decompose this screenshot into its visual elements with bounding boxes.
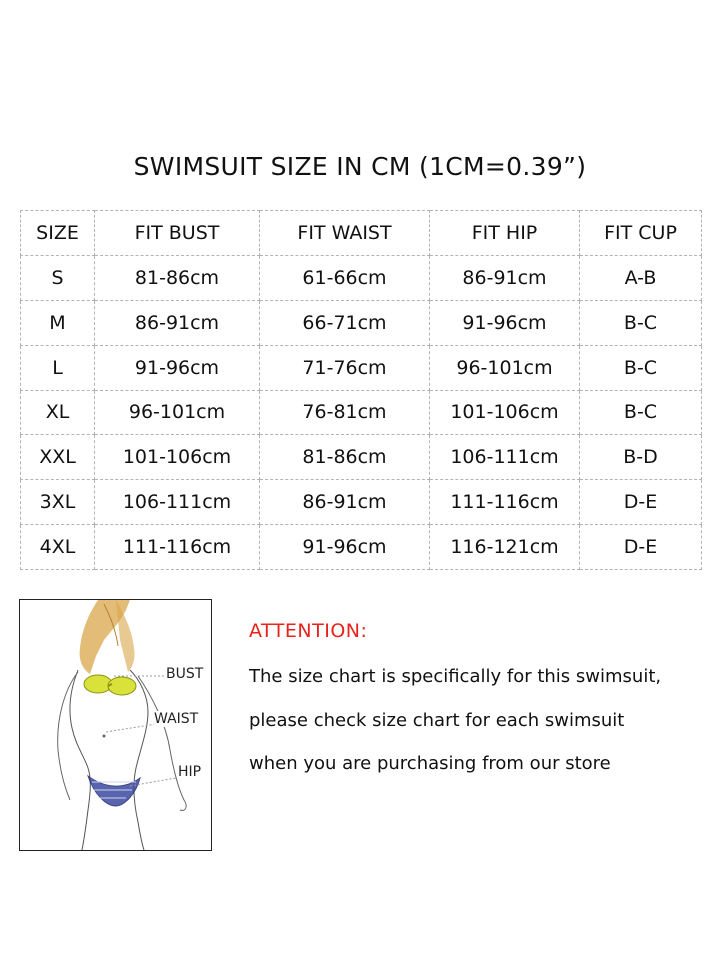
- table-cell: 111-116cm: [95, 525, 260, 570]
- table-cell: 86-91cm: [430, 255, 580, 300]
- table-cell: B-C: [580, 300, 702, 345]
- table-cell: 106-111cm: [430, 435, 580, 480]
- table-cell: 91-96cm: [95, 345, 260, 390]
- table-cell: 3XL: [21, 480, 95, 525]
- measurement-illustration: [19, 599, 212, 851]
- table-header-row: [21, 211, 702, 256]
- table-cell: 71-76cm: [260, 345, 430, 390]
- table-row: [21, 525, 702, 570]
- hip-label: HIP: [178, 764, 202, 780]
- table-cell: 81-86cm: [260, 435, 430, 480]
- table-cell: 86-91cm: [95, 300, 260, 345]
- table-cell: 91-96cm: [260, 525, 430, 570]
- table-cell: 81-86cm: [95, 255, 260, 300]
- table-cell: 76-81cm: [260, 390, 430, 435]
- size-chart-table: [20, 210, 702, 570]
- waist-label: WAIST: [154, 711, 199, 727]
- table-row: [21, 480, 702, 525]
- table-cell: 106-111cm: [95, 480, 260, 525]
- page-title: SWIMSUIT SIZE IN CM (1CM=0.39”): [133, 152, 587, 181]
- attention-heading: ATTENTION:: [249, 620, 368, 642]
- header-cell: SIZE: [21, 211, 95, 256]
- bust-label: BUST: [166, 666, 204, 682]
- table-row: [21, 435, 702, 480]
- table-cell: XL: [21, 390, 95, 435]
- table-cell: 4XL: [21, 525, 95, 570]
- header-cell: FIT WAIST: [260, 211, 430, 256]
- header-cell: FIT HIP: [430, 211, 580, 256]
- table-cell: B-C: [580, 390, 702, 435]
- table-row: [21, 255, 702, 300]
- table-cell: 96-101cm: [95, 390, 260, 435]
- table-cell: L: [21, 345, 95, 390]
- table-row: [21, 345, 702, 390]
- table-cell: S: [21, 255, 95, 300]
- table-cell: 86-91cm: [260, 480, 430, 525]
- table-cell: 101-106cm: [430, 390, 580, 435]
- table-cell: 116-121cm: [430, 525, 580, 570]
- table-cell: D-E: [580, 480, 702, 525]
- table-cell: 91-96cm: [430, 300, 580, 345]
- table-cell: 111-116cm: [430, 480, 580, 525]
- table-row: [21, 300, 702, 345]
- table-cell: 61-66cm: [260, 255, 430, 300]
- table-cell: B-C: [580, 345, 702, 390]
- table-row: [21, 390, 702, 435]
- table-cell: B-D: [580, 435, 702, 480]
- table-cell: A-B: [580, 255, 702, 300]
- notice-line: please check size chart for each swimsuit: [249, 710, 625, 731]
- header-cell: FIT CUP: [580, 211, 702, 256]
- table-cell: 96-101cm: [430, 345, 580, 390]
- header-cell: FIT BUST: [95, 211, 260, 256]
- table-cell: D-E: [580, 525, 702, 570]
- table-cell: XXL: [21, 435, 95, 480]
- notice-line: The size chart is specifically for this swimsuit,: [249, 666, 662, 687]
- notice-line: when you are purchasing from our store: [249, 753, 611, 774]
- table-cell: M: [21, 300, 95, 345]
- table-cell: 66-71cm: [260, 300, 430, 345]
- table-cell: 101-106cm: [95, 435, 260, 480]
